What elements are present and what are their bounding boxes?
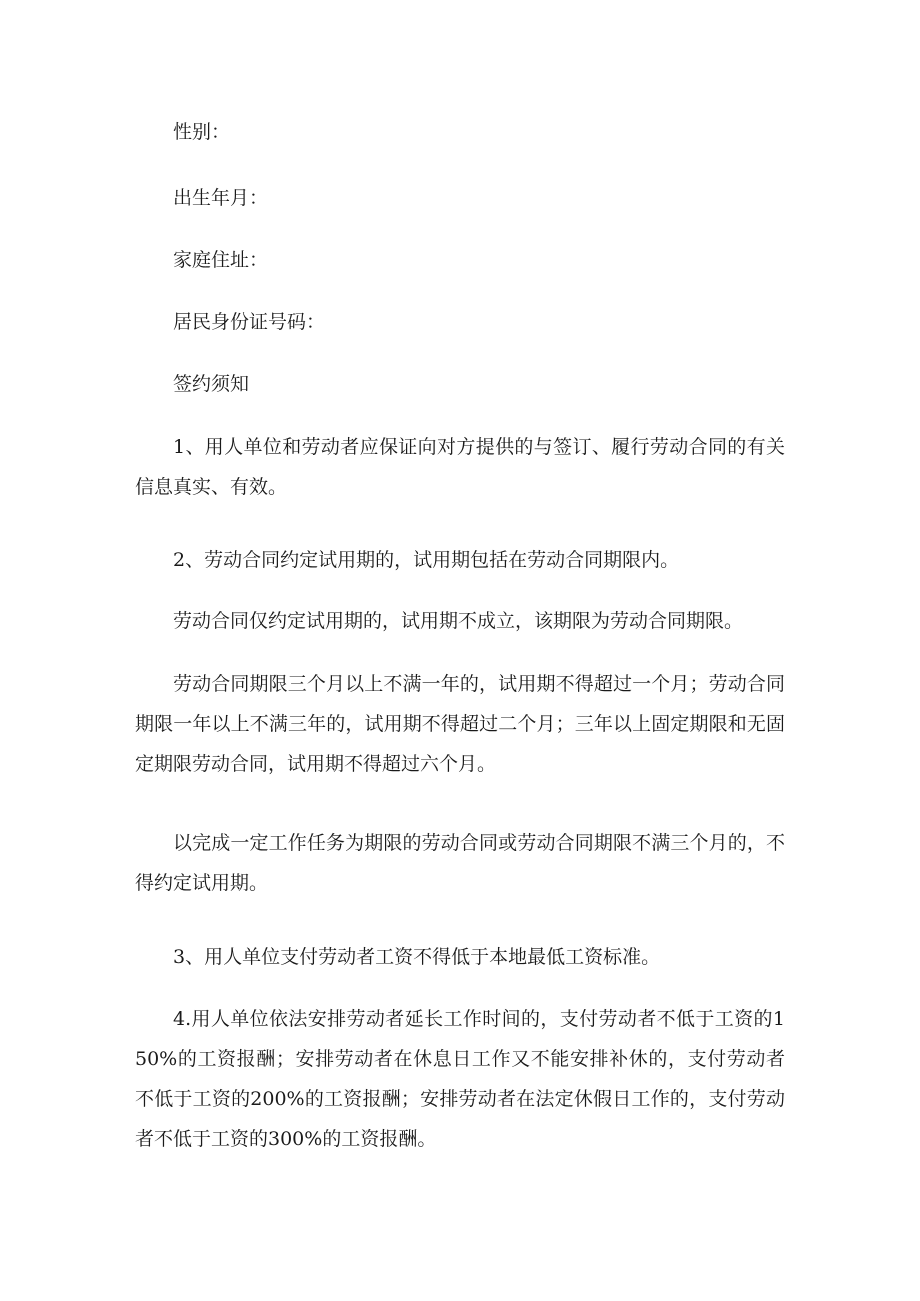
address-field-label: 家庭住址：	[173, 249, 269, 271]
notice-title: 签约须知	[173, 373, 250, 395]
notice-item-4: 4.用人单位依法安排劳动者延长工作时间的，支付劳动者不低于工资的150%的工资报酬；安排劳动者在休息日工作又不能安排补休的，支付劳动者不低于工资的200%的工资报酬；安排劳动者在法定休假日工作的，支付劳动者不低于工资的300%的工资报酬。	[135, 1008, 785, 1150]
id-number-field-label: 居民身份证号码：	[173, 311, 326, 333]
notice-item-2-paragraph-3: 以完成一定工作任务为期限的劳动合同或劳动合同期限不满三个月的，不得约定试用期。	[135, 832, 785, 894]
notice-item-2-paragraph-2: 劳动合同期限三个月以上不满一年的，试用期不得超过一个月；劳动合同期限一年以上不满三年的，试用期不得超过二个月；三年以上固定期限和无固定期限劳动合同，试用期不得超过六个月。	[135, 673, 785, 775]
notice-item-2-paragraph-1: 劳动合同仅约定试用期的，试用期不成立，该期限为劳动合同期限。	[173, 610, 744, 632]
birth-field-label: 出生年月：	[173, 187, 269, 209]
notice-item-3: 3、用人单位支付劳动者工资不得低于本地最低工资标准。	[173, 946, 661, 968]
notice-item-1: 1、用人单位和劳动者应保证向对方提供的与签订、履行劳动合同的有关信息真实、有效。	[135, 436, 785, 498]
notice-item-2: 2、劳动合同约定试用期的，试用期包括在劳动合同期限内。	[173, 549, 680, 571]
gender-field-label: 性别：	[173, 121, 231, 143]
